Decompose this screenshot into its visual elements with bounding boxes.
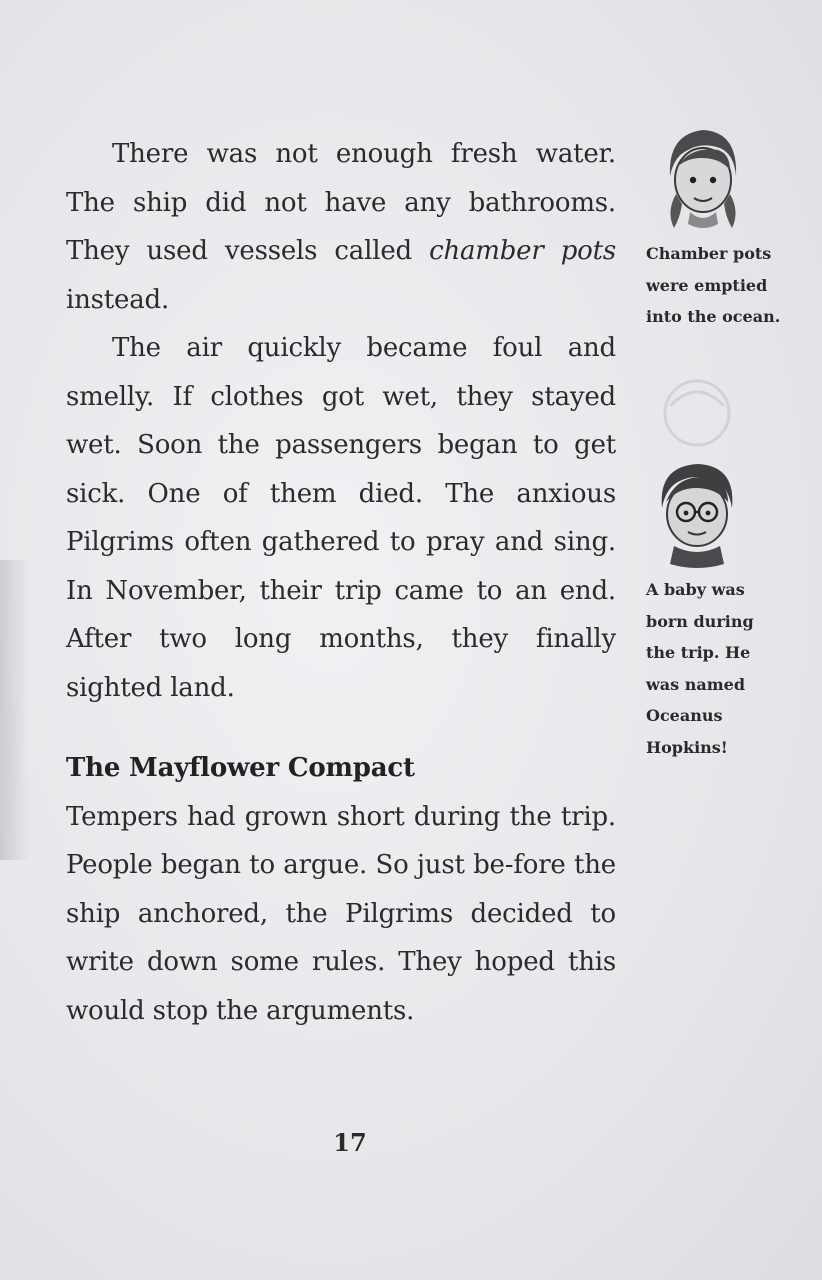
sidebar-note-1-line: were emptied (646, 275, 768, 295)
paragraph-3: Tempers had grown short during the trip. People began to argue. So just be-fore the ship anchored, the Pilgrims decided to write down some rules. They hoped this would stop the arguments. (66, 801, 616, 1026)
sidebar-note-chamber-pots (646, 238, 786, 333)
boy-with-glasses-illustration-icon (652, 458, 742, 568)
paragraph-1-italic-term: chamber pots (429, 236, 617, 266)
page-number: 17 (333, 1128, 367, 1157)
bleed-through-illustration (656, 372, 738, 454)
paragraph-2: The air quickly became foul and smelly. If clothes got wet, they stayed wet. Soon the passengers began to get sick. One of them died. The anxious Pilgrims often gathered to pray and sing. In November, their trip came to an end. After two long months, they finally sighted land. (66, 333, 616, 703)
sidebar-note-1-line: into the ocean. (646, 307, 781, 326)
sidebar-note-baby (646, 574, 786, 763)
sidebar-note-1-line: Chamber pots (646, 244, 772, 263)
main-text-column (66, 130, 616, 1035)
paragraph-1 (66, 130, 616, 324)
paragraph-1-text-start: There was not enough fresh water. The ship did not have any bathrooms. They used vessels called (66, 139, 616, 266)
sidebar-note-2-line: Oceanus (646, 706, 723, 725)
sidebar-note-2-line: A baby was (646, 580, 745, 599)
sidebar-note-2-line: was named (646, 674, 746, 694)
girl-illustration-icon (660, 124, 746, 236)
section-heading: The Mayflower Compact (66, 753, 415, 783)
sidebar-note-2-line: the trip. He (646, 643, 751, 662)
sidebar-note-2-line: Hopkins! (646, 737, 728, 757)
page-edge-shadow (0, 560, 30, 860)
sidebar-note-2-line: born during (646, 611, 754, 631)
paragraph-1-text-end: instead. (66, 284, 170, 315)
